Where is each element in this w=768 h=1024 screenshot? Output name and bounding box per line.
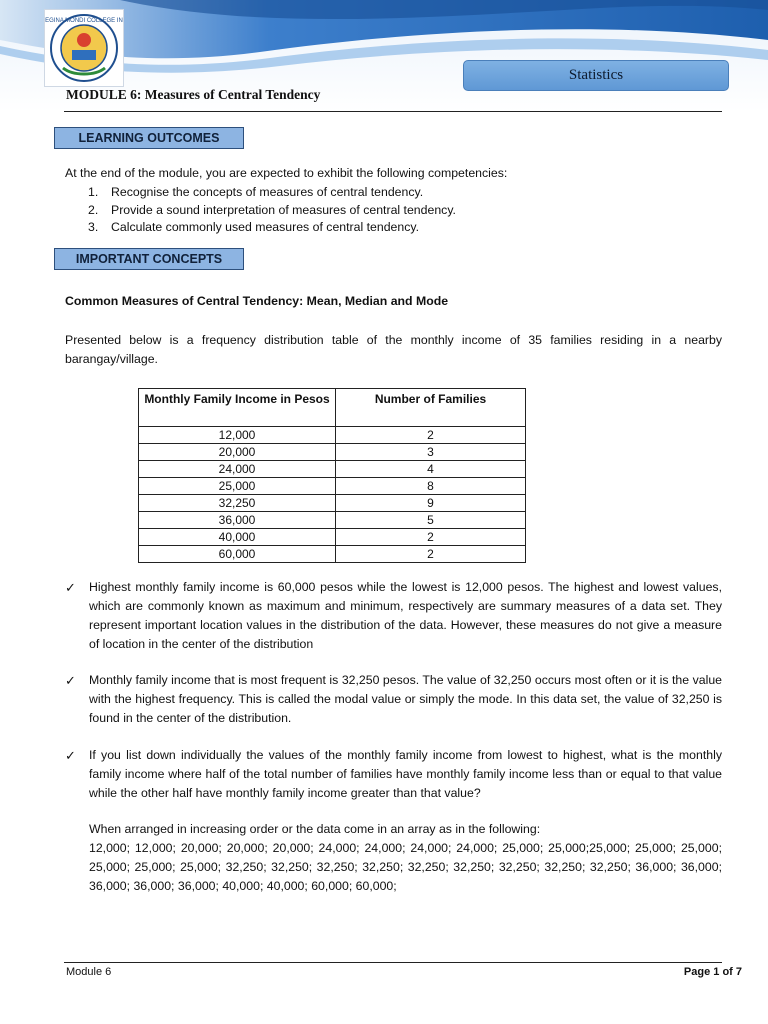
checkmark-icon: ✓	[65, 748, 76, 763]
intro-text: At the end of the module, you are expected to exhibit the following competencies:	[65, 166, 508, 180]
table-header-income: Monthly Family Income in Pesos	[139, 389, 336, 427]
array-intro: When arranged in increasing order or the data come in an array as in the following:	[89, 822, 541, 836]
table-row: 20,000 3	[139, 444, 526, 461]
table-row: 12,000 2	[139, 427, 526, 444]
footer-divider	[64, 962, 722, 963]
college-logo	[44, 9, 124, 87]
page-number: Page 1 of 7	[683, 966, 742, 978]
competency-item: 3. Calculate commonly used measures of central tendency.	[88, 220, 420, 234]
bullet-item: ✓ Highest monthly family income is 60,000 pesos while the lowest is 12,000 pesos. The highest and lowest values, which are commonly known as maximum and minimum, respectively are summary measures of a data set. They represent important location values in the distribution of the data. However, these measures do not give a measure of location in the center of the distribution	[65, 580, 722, 651]
frequency-table	[138, 388, 526, 563]
array-values: 12,000; 12,000; 20,000; 20,000; 20,000; 24,000; 24,000; 24,000; 24,000; 25,000; 25,000;25,000; 25,000; 25,000; 25,000; 25,000; 25,000; 32,250; 32,250; 32,250; 32,250; 32,250; 32,250; 32,250; 32,250; 32,250; 36,000; 36,000; 36,000; 36,000; 36,000; 40,000; 40,000; 60,000; 60,000;	[89, 841, 722, 893]
subject-title: Statistics	[463, 60, 729, 91]
competency-item: 1. Recognise the concepts of measures of central tendency.	[88, 185, 424, 199]
table-row: 25,000 8	[139, 478, 526, 495]
header-divider	[64, 111, 722, 112]
checkmark-icon: ✓	[65, 580, 76, 595]
bullet-item: ✓ Monthly family income that is most frequent is 32,250 pesos. The value of 32,250 occurs most often or it is the value with the highest frequency. This is called the modal value or simply the mode. In this data set, the value of 32,250 is found in the center of the distribution.	[65, 673, 722, 725]
checkmark-icon: ✓	[65, 673, 76, 688]
learning-outcomes-heading: LEARNING OUTCOMES	[54, 127, 244, 149]
table-row: 36,000 5	[139, 512, 526, 529]
footer-module: Module 6	[66, 966, 112, 978]
presented-paragraph: Presented below is a frequency distribution table of the monthly income of 35 families residing in a nearby barangay/village.	[65, 333, 722, 366]
module-label: MODULE 6:	[66, 87, 142, 102]
module-name: Measures of Central Tendency	[144, 87, 321, 102]
bullet-item: ✓ If you list down individually the values of the monthly family income from lowest to highest, what is the monthly family income where half of the total number of families have monthly family income less than or equal to that value while the other half have monthly family income greater than that value?	[65, 748, 722, 800]
svg-text:REGINA MONDI COLLEGE INC: REGINA MONDI COLLEGE INC	[45, 18, 123, 24]
table-header-row	[139, 389, 526, 427]
table-row: 32,250 9	[139, 495, 526, 512]
module-title	[66, 87, 320, 103]
competency-item: 2. Provide a sound interpretation of measures of central tendency.	[88, 203, 456, 217]
table-row: 60,000 2	[139, 546, 526, 563]
table-header-families: Number of Families	[336, 389, 526, 427]
concepts-heading: Common Measures of Central Tendency: Mean, Median and Mode	[65, 294, 449, 308]
table-row: 40,000 2	[139, 529, 526, 546]
important-concepts-heading: IMPORTANT CONCEPTS	[54, 248, 244, 270]
table-row: 24,000 4	[139, 461, 526, 478]
